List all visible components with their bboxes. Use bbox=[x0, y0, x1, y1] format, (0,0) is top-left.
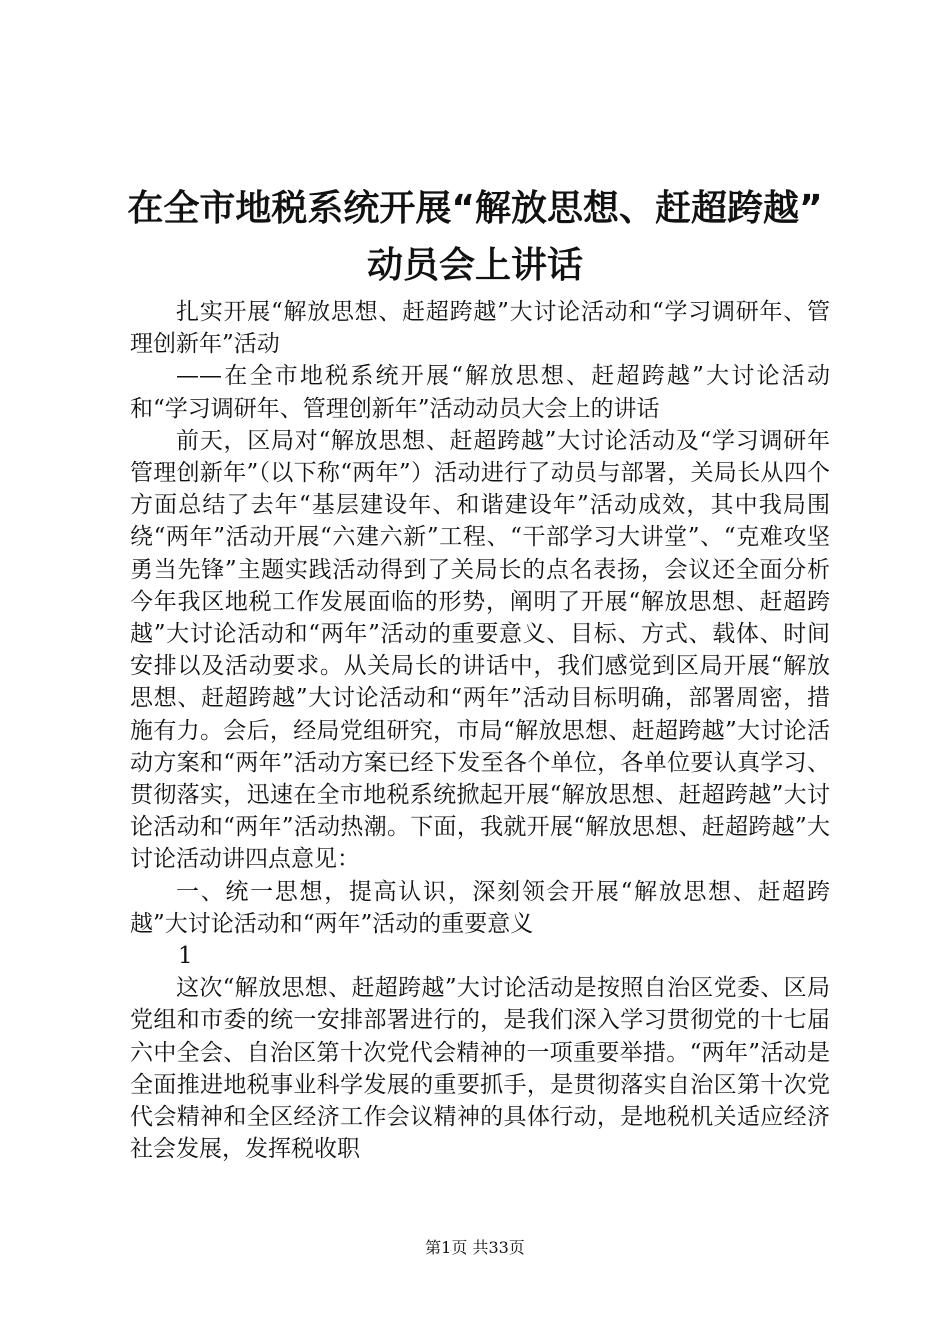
document-title-line-1: 在全市地税系统开展“解放思想、赶超跨越” bbox=[127, 188, 823, 229]
subtitle-paragraph: 扎实开展“解放思想、赶超跨越”大讨论活动和“学习调研年、管理创新年”活动 bbox=[130, 299, 830, 358]
document-body bbox=[130, 296, 830, 1165]
section-heading: 一、统一思想，提高认识，深刻领会开展“解放思想、赶超跨越”大讨论活动和“两年”活动的重要意义 bbox=[130, 878, 830, 937]
subtitle-dash-paragraph: ——在全市地税系统开展“解放思想、赶超跨越”大讨论活动和“学习调研年、管理创新年”活动动员大会上的讲话 bbox=[130, 363, 830, 422]
body-paragraph: 前天，区局对“解放思想、赶超跨越”大讨论活动及“学习调研年管理创新年”（以下称“两年”）活动进行了动员与部署，关局长从四个方面总结了去年“基层建设年、和谐建设年”活动成效，其中我局围绕“两年”活动开展“六建六新”工程、“干部学习大讲堂”、“克难攻坚勇当先锋”主题实践活动得到了关局长的点名表扬，会议还全面分析今年我区地税工作发展面临的形势，阐明了开展“解放思想、赶超跨越”大讨论活动和“两年”活动的重要意义、目标、方式、载体、时间安排以及活动要求。从关局长的讲话中，我们感觉到区局开展“解放思想、赶超跨越”大讨论活动和“两年”活动目标明确，部署周密，措施有力。会后，经局党组研究，市局“解放思想、赶超跨越”大讨论活动方案和“两年”活动方案已经下发至各个单位，各单位要认真学习、贯彻落实，迅速在全市地税系统掀起开展“解放思想、赶超跨越”大讨论活动和“两年”活动热潮。下面，我就开展“解放思想、赶超跨越”大讨论活动讲四点意见： bbox=[130, 427, 830, 873]
page-footer: 第1页 共33页 bbox=[425, 1238, 525, 1257]
document-title-line-2: 动员会上讲话 bbox=[366, 245, 583, 286]
body-paragraph: 这次“解放思想、赶超跨越”大讨论活动是按照自治区党委、区局党组和市委的统一安排部署进行的，是我们深入学习贯彻党的十七届六中全会、自治区第十次党代会精神的一项重要举措。“两年”活动是全面推进地税事业科学发展的重要抓手，是贯彻落实自治区第十次党代会精神和全区经济工作会议精神的具体行动，是地税机关适应经济社会发展，发挥税收职 bbox=[130, 975, 830, 1163]
paragraph-marker: 1 bbox=[178, 943, 193, 970]
